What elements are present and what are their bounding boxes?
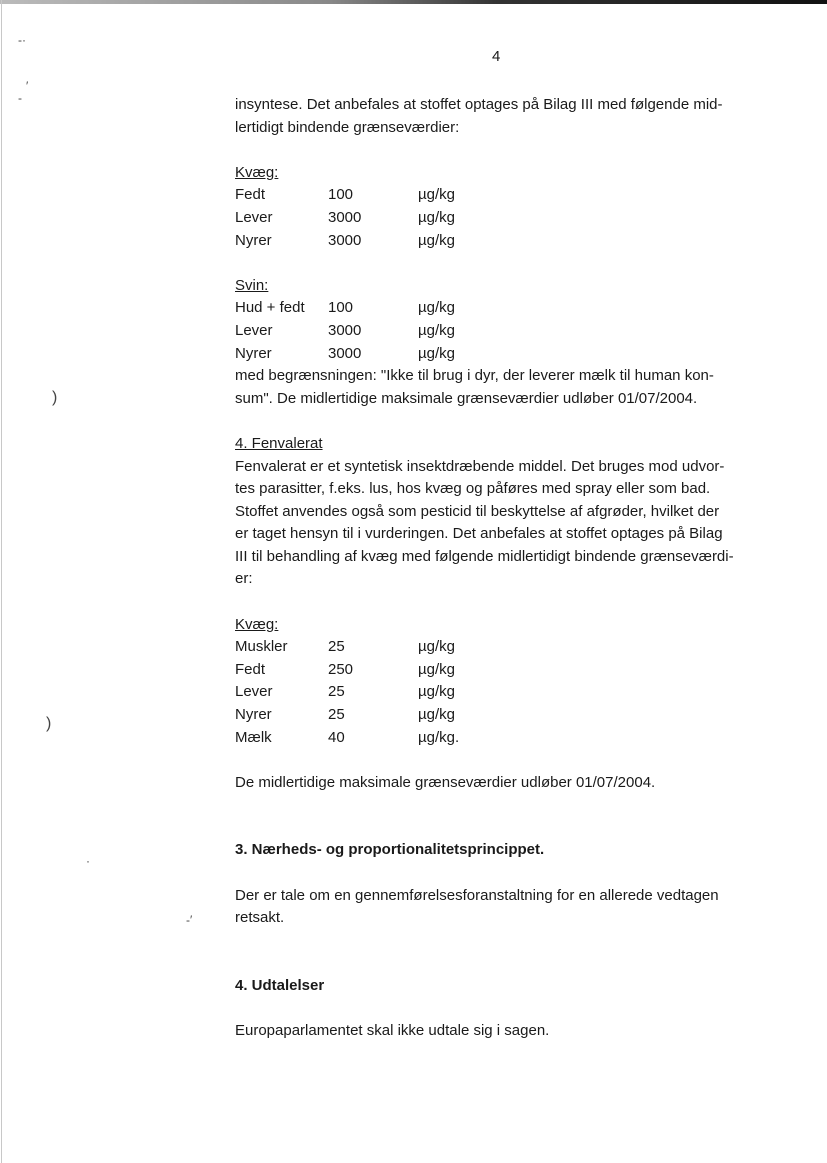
tissue-name: Lever <box>235 321 273 339</box>
scan-speck: -· <box>18 33 26 47</box>
svin-residue-table <box>235 297 755 365</box>
scan-speck: ) <box>46 715 52 732</box>
tissue-name: Mælk <box>235 728 272 746</box>
limit-unit: µg/kg <box>418 231 455 249</box>
fenvalerat-line: III til behandling af kvæg med følgende midlertidigt bindende grænseværdi- <box>235 547 734 565</box>
restriction-line: med begrænsningen: "Ikke til brug i dyr, der leverer mælk til human kon- <box>235 367 714 385</box>
tissue-name: Hud + fedt <box>235 299 305 317</box>
limit-value: 250 <box>328 660 354 678</box>
limit-unit: µg/kg <box>418 344 455 362</box>
limit-unit: µg/kg <box>418 706 455 724</box>
tissue-name: Lever <box>235 208 273 226</box>
limit-value: 25 <box>328 706 345 724</box>
limit-unit: µg/kg <box>418 683 455 701</box>
limit-value: 3000 <box>328 231 362 249</box>
kvaeg-label: Kvæg: <box>235 163 279 181</box>
limit-unit: µg/kg <box>418 208 455 226</box>
table-row <box>235 184 755 207</box>
table-row <box>235 727 755 750</box>
table-row <box>235 320 755 343</box>
kvaeg-label: Kvæg: <box>235 615 279 633</box>
tissue-name: Fedt <box>235 660 266 678</box>
page-number: 4 <box>492 48 501 65</box>
limit-value: 100 <box>328 186 354 204</box>
scan-speck: ′ <box>26 79 29 93</box>
tissue-name: Nyrer <box>235 706 272 724</box>
limit-unit: µg/kg <box>418 660 455 678</box>
tissue-name: Nyrer <box>235 231 272 249</box>
section3-line: Der er tale om en gennemførelsesforanstaltning for en allerede vedtagen <box>235 886 719 904</box>
table-row <box>235 297 755 320</box>
limit-value: 3000 <box>328 321 362 339</box>
expiry-note: De midlertidige maksimale grænseværdier udløber 01/07/2004. <box>235 773 656 791</box>
table-row <box>235 636 755 659</box>
fenvalerat-line: er taget hensyn til i vurderingen. Det anbefales at stoffet optages på Bilag <box>235 525 723 543</box>
scan-top-edge <box>0 0 827 4</box>
limit-unit: µg/kg. <box>418 728 460 746</box>
tissue-name: Nyrer <box>235 344 272 362</box>
section3-line: retsakt. <box>235 909 285 927</box>
section-heading: 3. Nærheds- og proportionalitetsprincippet. <box>235 841 545 859</box>
section4-text: Europaparlamentet skal ikke udtale sig i sagen. <box>235 1021 550 1039</box>
limit-unit: µg/kg <box>418 321 455 339</box>
limit-value: 25 <box>328 638 345 656</box>
fenvalerat-line: tes parasitter, f.eks. lus, hos kvæg og påføres med spray eller som bad. <box>235 480 711 498</box>
limit-value: 25 <box>328 683 345 701</box>
scan-speck: -′ <box>186 913 193 927</box>
table-row <box>235 681 755 704</box>
table-row <box>235 343 755 366</box>
limit-unit: µg/kg <box>418 186 455 204</box>
kvaeg-residue-table <box>235 184 755 252</box>
table-row <box>235 207 755 230</box>
table-row <box>235 704 755 727</box>
tissue-name: Lever <box>235 683 273 701</box>
fenvalerat-residue-table <box>235 636 755 749</box>
limit-value: 40 <box>328 728 345 746</box>
intro-line: insyntese. Det anbefales at stoffet optages på Bilag III med følgende mid- <box>235 96 723 113</box>
fenvalerat-line: Fenvalerat er et syntetisk insektdræbende middel. Det bruges mod udvor- <box>235 457 725 475</box>
tissue-name: Fedt <box>235 186 266 204</box>
limit-unit: µg/kg <box>418 638 455 656</box>
limit-value: 3000 <box>328 344 362 362</box>
fenvalerat-line: Stoffet anvendes også som pesticid til beskyttelse af afgrøder, hvilket der <box>235 502 720 520</box>
limit-value: 100 <box>328 299 354 317</box>
scan-speck: ) <box>52 389 58 406</box>
fenvalerat-line: er: <box>235 570 253 588</box>
scan-speck: · <box>86 854 90 868</box>
fenvalerat-title: 4. Fenvalerat <box>235 434 323 452</box>
scan-left-edge <box>1 0 2 1163</box>
intro-line: lertidigt bindende grænseværdier: <box>235 118 460 136</box>
limit-unit: µg/kg <box>418 299 455 317</box>
table-row <box>235 659 755 682</box>
table-row <box>235 230 755 253</box>
svin-label: Svin: <box>235 276 269 294</box>
tissue-name: Muskler <box>235 638 288 656</box>
document-body <box>235 94 755 1043</box>
scan-speck: - <box>18 91 22 105</box>
limit-value: 3000 <box>328 208 362 226</box>
section-heading: 4. Udtalelser <box>235 976 325 994</box>
restriction-line: sum". De midlertidige maksimale grænseværdier udløber 01/07/2004. <box>235 389 698 407</box>
